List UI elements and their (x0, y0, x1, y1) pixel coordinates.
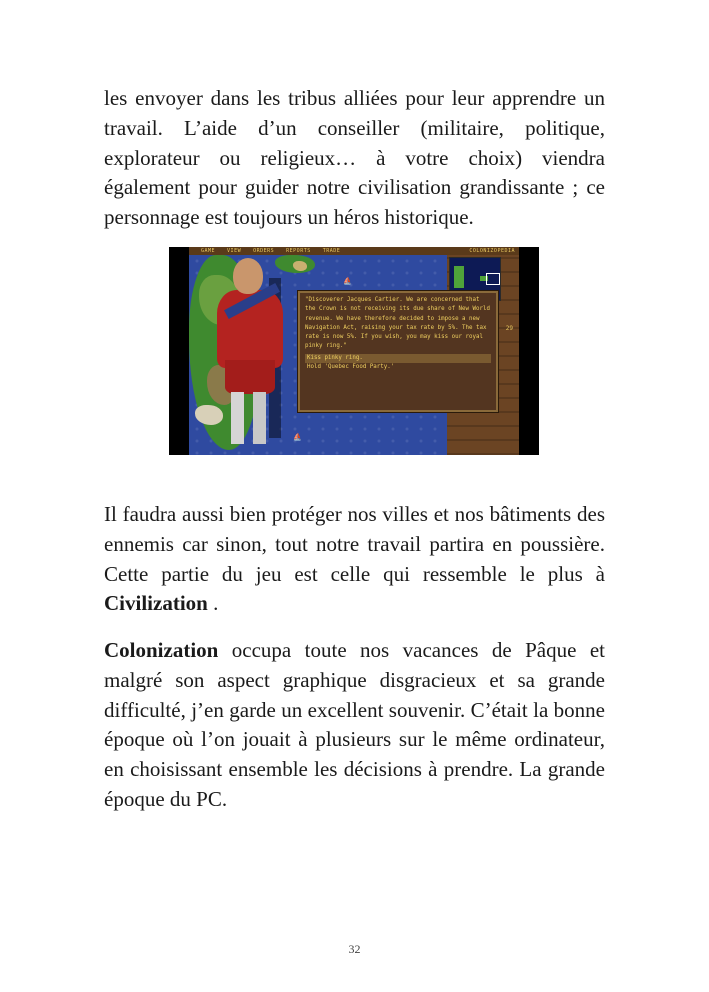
title-civilization: Civilization (104, 591, 208, 616)
menu-orders: ORDERS (253, 248, 275, 254)
ship-icon: ⛵ (343, 277, 352, 285)
game-screenshot (169, 247, 539, 455)
figure-leg-left (231, 392, 244, 444)
paragraph-defense (104, 500, 605, 619)
dialog-option-food-party[interactable]: Hold 'Quebec Food Party.' (307, 364, 395, 371)
ship-icon-south: ⛵ (293, 433, 302, 441)
figure-leg-right (253, 392, 266, 444)
menu-reports: REPORTS (286, 248, 311, 254)
paragraph-defense-text: Il faudra aussi bien protéger nos villes et nos bâtiments des ennemis car sinon, tout notre travail partira en poussière. Cette partie du jeu est celle qui ressemble le plus à (104, 502, 605, 586)
minimap-viewport (486, 273, 500, 285)
dialog-message: "Discoverer Jacques Cartier. We are concerned that the Crown is not receiving its due share of New World revenue. We have therefore decided to impose a new Navigation Act, raising your tax rate by 5%. The tax rate is now 5%. If you wish, you may kiss our royal pinky ring." (305, 297, 494, 350)
menu-game: GAME (201, 248, 216, 254)
paragraph-memories-text: occupa toute nos vacances de Pâque et malgré son aspect graphique disgracieux et sa grande difficulté, j’en garde un excellent souvenir. C’était la bonne époque où l’on jouait à plusieurs sur le même ordinateur, en choisissant ensemble les décisions à prendre. La grande époque du PC. (104, 638, 605, 811)
menu-trade: TRADE (322, 248, 341, 254)
dialog-option-kiss-ring[interactable]: Kiss pinky ring. (305, 354, 491, 363)
page-number: 32 (348, 942, 361, 956)
menu-colonizopedia: COLONIZOPEDIA (469, 248, 515, 254)
minimap-land (454, 266, 464, 288)
paragraph-defense-tail: . (207, 591, 219, 616)
advisor-dialog (298, 291, 498, 412)
panel-indicator: 29 (505, 325, 513, 332)
paragraph-memories (104, 636, 605, 815)
menu-view: VIEW (227, 248, 242, 254)
figure-coat (225, 360, 275, 394)
paragraph-intro: les envoyer dans les tribus alliées pour leur apprendre un travail. L’aide d’un conseiller (militaire, politique, explorateur ou religieux… à votre choix) viendra également pour guider notre civilisation grandissante ; ce personnage est toujours un héros historique. (104, 86, 605, 230)
advisor-figure (209, 252, 299, 452)
title-colonization: Colonization (104, 638, 219, 662)
figure-head (233, 258, 263, 294)
letterbox-right (519, 247, 539, 455)
letterbox-left (169, 247, 189, 455)
